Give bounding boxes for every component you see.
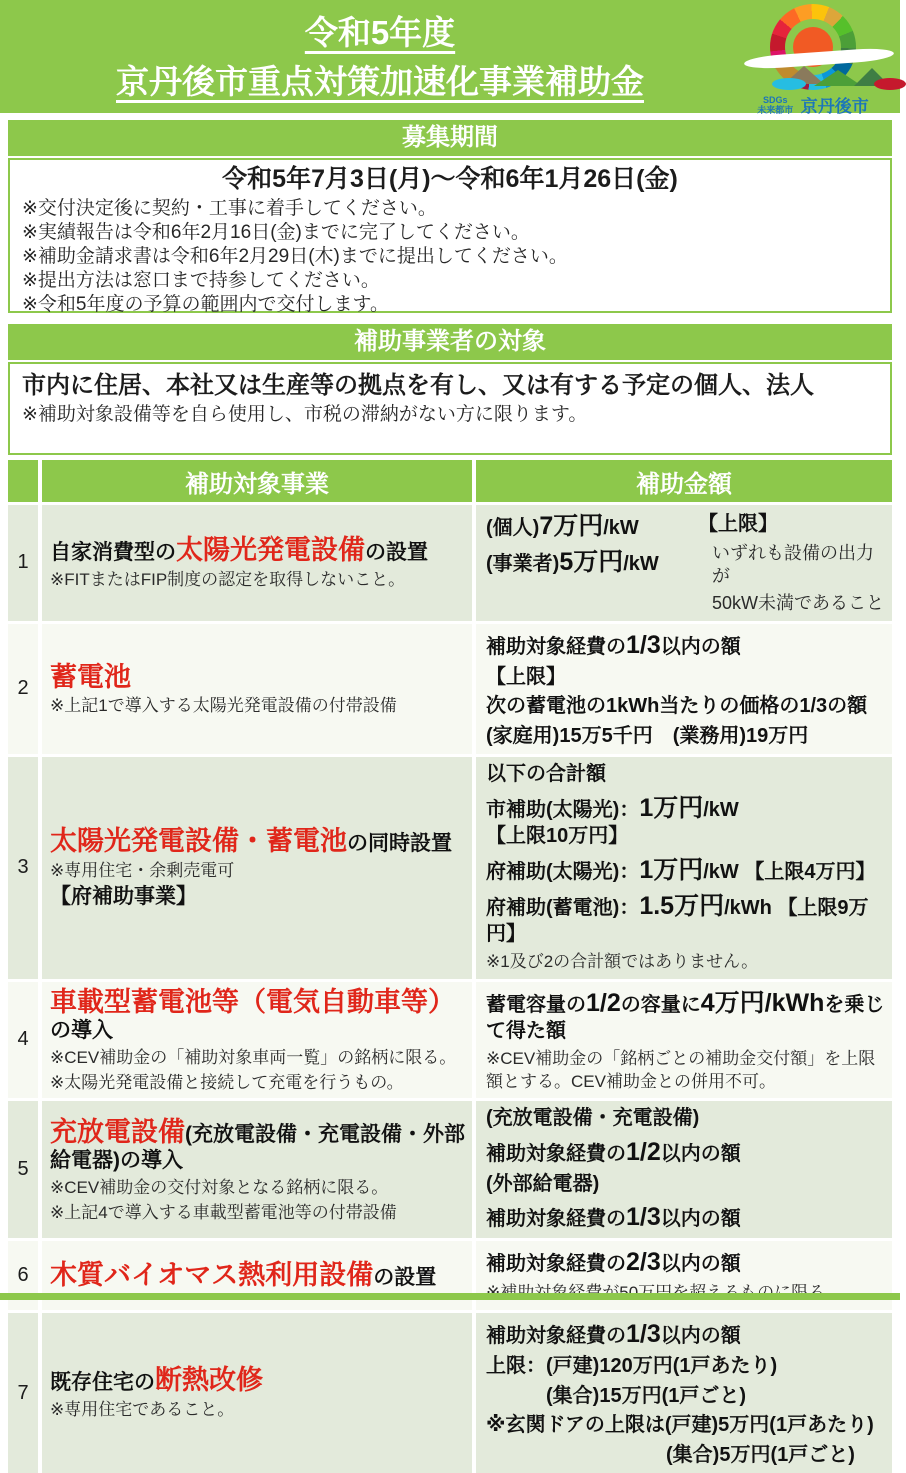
col-header-number [8, 460, 38, 502]
cell-line [486, 546, 698, 578]
text-run: 1.5万円 [639, 891, 725, 920]
target-note: ※補助対象設備等を自ら使用し、市税の滞納がない方に限ります。 [22, 404, 588, 425]
text-run: /kW [703, 798, 739, 821]
text-run: ※CEV補助金の「補助対象車両一覧」の銘柄に限る。 [50, 1048, 457, 1068]
text-run: いずれも設備の出力が [712, 542, 874, 586]
text-run: 以内の額 [660, 1253, 741, 1276]
row-number: 4 [8, 982, 38, 1099]
cell-line [486, 1172, 886, 1198]
text-run: の同時設置 [347, 831, 452, 855]
logo-caption-city-type: 未来都市 [757, 104, 794, 115]
table-body [8, 505, 892, 1473]
row-number: 2 [8, 624, 38, 755]
target-main-text: 市内に住居、本社又は生産等の拠点を有し、又は有する予定の個人、法人 [22, 372, 814, 399]
cell-line [698, 542, 886, 589]
cell-line [486, 890, 886, 948]
recruit-note: ※補助金請求書は令和6年2月29日(木)までに提出してください。 [22, 246, 568, 267]
text-run: 以内の額 [660, 1208, 741, 1231]
amount-cell [476, 982, 892, 1099]
text-run: ※FITまたはFIP制度の認定を取得しないこと。 [50, 569, 406, 589]
text-run: 以内の額 [660, 1142, 741, 1165]
table-row [8, 1101, 892, 1238]
recruit-notes [22, 197, 878, 317]
cell-line [50, 1364, 466, 1397]
text-run: ※CEV補助金の交付対象となる銘柄に限る。 [50, 1178, 389, 1198]
text-run: /kWh [724, 896, 778, 919]
cell-line [486, 1354, 886, 1380]
row-number: 7 [8, 1313, 38, 1473]
logo-caption-small [757, 95, 793, 115]
text-run: の設置 [373, 1266, 437, 1290]
cell-line [486, 510, 698, 542]
text-run: (事業者) [486, 553, 560, 575]
business-cell [42, 757, 472, 978]
logo-city-name: 京丹後市 [800, 97, 869, 116]
text-run: 1万円 [639, 855, 704, 884]
text-run: (集合)5万円(1戸ごと) [486, 1443, 855, 1466]
table-row [8, 624, 892, 755]
text-run: ※CEV補助金の「銘柄ごとの補助金交付額」を上限額とする。CEV補助金との併用不可。 [486, 1049, 876, 1091]
text-run: (充放電設備・充電設備・外部給電器)の導入 [50, 1122, 465, 1173]
text-run: ※上記4で導入する車載型蓄電池等の付帯設備 [50, 1202, 397, 1222]
text-run: 1/2 [586, 988, 621, 1017]
amount-cell [476, 624, 892, 755]
cell-line [486, 854, 886, 886]
cell-line [50, 825, 466, 858]
land-icon [874, 78, 906, 90]
recruit-note: ※交付決定後に契約・工事に着手してください。 [22, 198, 437, 219]
text-run: 1万円 [639, 793, 704, 822]
cell-line [50, 534, 466, 567]
sea-icon [772, 78, 806, 90]
recruit-note: ※提出方法は窓口まで持参してください。 [22, 270, 380, 291]
amount-cell [476, 1101, 892, 1238]
business-cell [42, 624, 472, 755]
row-number: 6 [8, 1241, 38, 1309]
text-run: 1/3 [626, 1319, 661, 1348]
table-row [8, 757, 892, 978]
cell-line [50, 661, 466, 693]
cell-subcolumn [698, 508, 886, 618]
text-run: 5万円 [559, 548, 624, 576]
text-run: 木質バイオマス熱利用設備 [50, 1260, 374, 1291]
cell-line [486, 724, 886, 750]
text-run: 7万円 [539, 512, 604, 540]
business-cell [42, 982, 472, 1099]
sdgs-logo [738, 4, 888, 116]
text-run: 【上限9万円】 [486, 896, 869, 945]
cell-line [486, 762, 886, 788]
title-bar [0, 0, 900, 116]
target-box [8, 362, 892, 455]
text-run: 【府補助事業】 [50, 885, 197, 909]
text-run: 以内の額 [660, 635, 741, 658]
section-heading-recruit: 募集期間 [8, 120, 892, 156]
table-header-row [8, 460, 892, 502]
text-run: (個人) [486, 517, 540, 539]
text-run: の容量に [620, 993, 701, 1016]
cell-line [50, 860, 466, 882]
cell-line [50, 1259, 466, 1292]
text-run: ※専用住宅・余剰売電可 [50, 860, 235, 880]
cell-line [50, 986, 466, 1046]
text-run: 2/3 [626, 1248, 661, 1277]
cell-line [486, 629, 886, 661]
cell-line [50, 1072, 466, 1094]
text-run: 以内の額 [660, 1324, 741, 1347]
table-row [8, 982, 892, 1099]
text-run: (集合)15万円(1戸ごと) [486, 1384, 747, 1407]
text-run: 1/2 [626, 1137, 661, 1166]
cell-line [698, 512, 886, 538]
cell-line [486, 1384, 886, 1410]
text-run: 自家消費型の [50, 541, 176, 565]
cell-line [50, 884, 466, 911]
row-number: 5 [8, 1101, 38, 1238]
text-run: 50kW未満であること [712, 593, 885, 614]
cell-line [50, 1202, 466, 1224]
cell-line [50, 1399, 466, 1421]
cell-line [486, 1048, 886, 1093]
cell-line [486, 1443, 886, 1469]
text-run: 補助対象経費の [486, 1324, 626, 1347]
cell-line [50, 1047, 466, 1069]
text-run: 断熱改修 [155, 1365, 263, 1396]
text-run: 【上限10万円】 [486, 824, 629, 847]
business-cell [42, 1101, 472, 1238]
cell-line [486, 1246, 886, 1278]
text-run: 以下の合計額 [486, 763, 606, 786]
subsidy-table [8, 460, 892, 1473]
text-run: 既存住宅の [50, 1371, 155, 1395]
text-run: の設置 [365, 541, 428, 565]
text-run: 補助対象経費の [486, 1142, 626, 1165]
text-run: 上限：(戸建)120万円(1戸あたり) [486, 1354, 778, 1377]
table-row [8, 505, 892, 621]
text-run: (充放電設備・充電設備) [486, 1107, 700, 1130]
amount-cell [476, 1313, 892, 1473]
cell-line [50, 1116, 466, 1176]
cell-line [486, 1106, 886, 1132]
sdgs-color-wheel-icon [770, 4, 856, 90]
text-run: (外部給電器) [486, 1172, 600, 1195]
text-run: 太陽光発電設備・蓄電池 [50, 825, 347, 856]
cell-line [486, 1201, 886, 1233]
text-run: 補助対象経費の [486, 635, 626, 658]
text-run: (家庭用)15万5千円 (業務用)19万円 [486, 724, 809, 747]
text-run: 4万円/kWh [700, 988, 825, 1017]
text-run: /kW [603, 517, 639, 539]
text-run: ※上記1で導入する太陽光発電設備の付帯設備 [50, 695, 397, 715]
text-run: /kW [703, 860, 745, 883]
cell-line [698, 592, 886, 615]
text-run: 補助対象経費の [486, 1208, 626, 1231]
text-run: 府補助(蓄電池)： [486, 896, 640, 919]
business-cell [42, 505, 472, 621]
cell-line [486, 1136, 886, 1168]
text-run: 【上限】 [486, 665, 566, 688]
business-cell [42, 1313, 472, 1473]
recruit-note: ※令和5年度の予算の範囲内で交付します。 [22, 294, 389, 315]
page-title-line1: 令和5年度 [304, 13, 456, 51]
text-run: 充放電設備 [50, 1116, 185, 1147]
amount-cell [476, 505, 892, 621]
col-header-amount: 補助金額 [476, 460, 892, 502]
text-run: ※玄関ドアの上限は(戸建)5万円(1戸あたり) [486, 1414, 874, 1437]
application-period: 令和5年7月3日(月)～令和6年1月26日(金) [222, 165, 678, 193]
bottom-border-bar [0, 1293, 900, 1300]
text-run: 1/3 [626, 1203, 661, 1232]
text-run: 蓄電容量の [486, 993, 586, 1016]
text-run: 府補助(太陽光)： [486, 860, 640, 883]
cell-line [50, 569, 466, 591]
cell-line [486, 792, 886, 850]
col-header-business: 補助対象事業 [42, 460, 472, 502]
logo-caption-sdgs: SDGs [763, 94, 788, 105]
text-run: ※1及び2の合計額ではありません。 [486, 952, 759, 972]
cell-line [486, 694, 886, 720]
cell-line [486, 951, 886, 973]
cell-line [50, 1177, 466, 1199]
row-number: 1 [8, 505, 38, 621]
text-run: ※太陽光発電設備と接続して充電を行うもの。 [50, 1072, 404, 1092]
section-heading-target: 補助事業者の対象 [8, 324, 892, 360]
recruit-box [8, 158, 892, 313]
amount-cell [476, 757, 892, 978]
text-run: 【上限4万円】 [744, 860, 876, 883]
text-run: 補助対象経費の [486, 1253, 626, 1276]
text-run: の導入 [50, 1019, 113, 1043]
text-run: 車載型蓄電池等（電気自動車等） [50, 986, 455, 1017]
cell-line [486, 987, 886, 1045]
cell-line [50, 695, 466, 717]
text-run: 蓄電池 [50, 661, 131, 692]
table-row [8, 1313, 892, 1473]
recruit-note: ※実績報告は令和6年2月16日(金)までに完了してください。 [22, 222, 530, 243]
text-run: 1/3 [626, 630, 661, 659]
text-run: 市補助(太陽光)： [486, 798, 640, 821]
cell-line [486, 665, 886, 691]
text-run: 【上限】 [698, 513, 778, 535]
page-title-line2: 京丹後市重点対策加速化事業補助金 [116, 62, 644, 100]
text-run: ※専用住宅であること。 [50, 1400, 235, 1420]
logo-caption [738, 92, 888, 117]
cell-subcolumn [486, 508, 698, 580]
text-run: 太陽光発電設備 [176, 535, 365, 566]
row-number: 3 [8, 757, 38, 978]
text-run: 次の蓄電池の1kWh当たりの価格の1/3の額 [486, 695, 868, 718]
text-run: /kW [623, 553, 659, 575]
cell-line [486, 1413, 886, 1439]
text-run: を乗じて得た額 [486, 993, 885, 1042]
cell-line [486, 1318, 886, 1350]
